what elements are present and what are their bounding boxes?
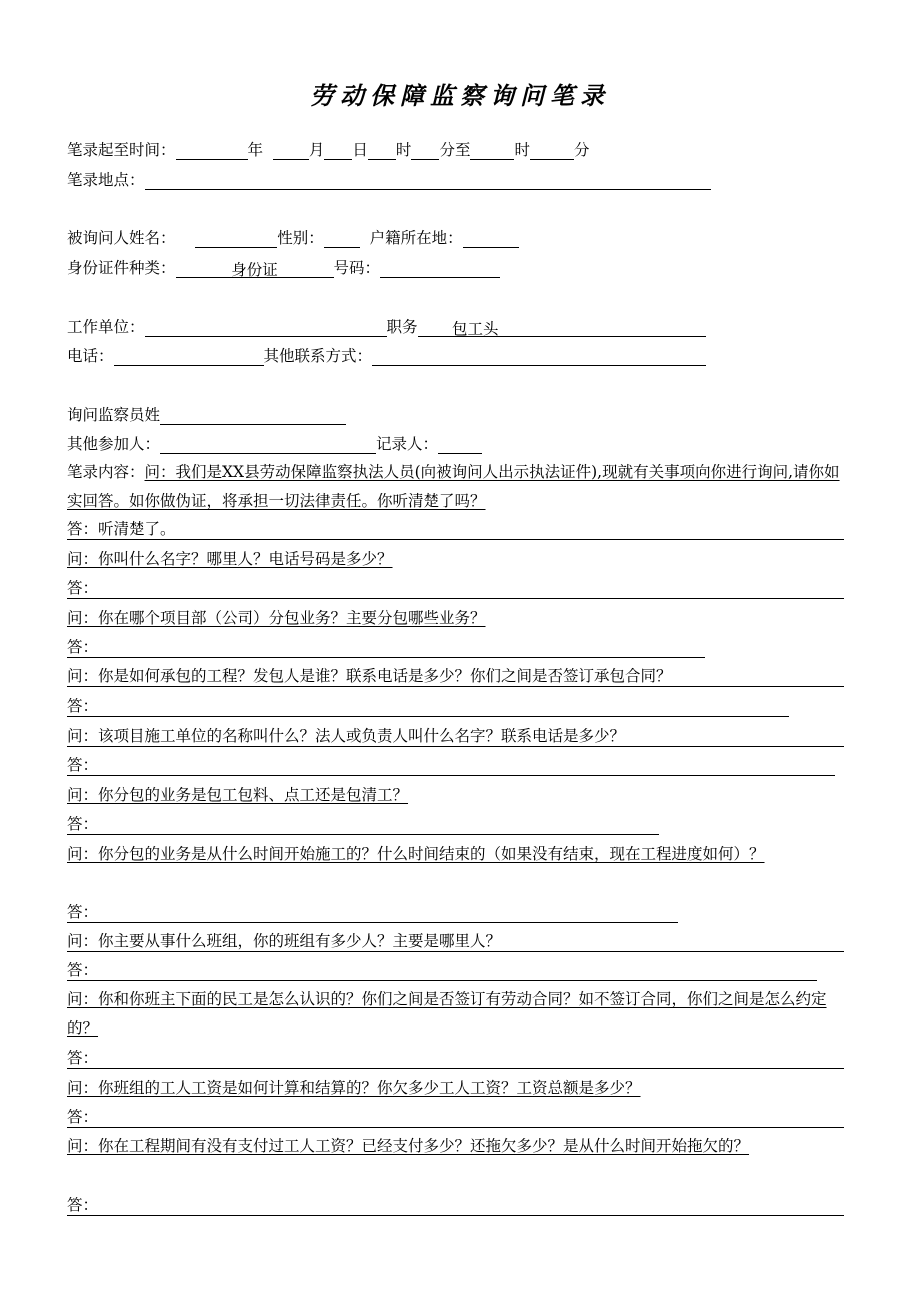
question-4: 问：该项目施工单位的名称叫什么？法人或负责人叫什么名字？联系电话是多少？ (67, 727, 626, 745)
other-contact-field[interactable] (372, 348, 706, 366)
answer-4-line[interactable] (67, 755, 835, 776)
answer-5-line[interactable] (67, 814, 659, 835)
question-4-line (67, 726, 844, 747)
id-number-field[interactable] (380, 260, 500, 278)
participants-row (67, 434, 482, 454)
hour-start-field[interactable] (368, 142, 396, 160)
question-8: 问：你和你班主下面的民工是怎么认识的？你们之间是否签订有劳动合同？如不签订合同，你们之间是怎么约定的？ (67, 990, 827, 1037)
question-10-block (67, 1132, 847, 1161)
position-value: 包工头 (452, 320, 499, 338)
inspector-row (67, 405, 346, 425)
record-place-label: 笔录地点： (67, 171, 145, 189)
hour-start-label: 时 (395, 141, 412, 159)
answer-7-line[interactable] (67, 960, 817, 981)
id-type-value: 身份证 (231, 261, 278, 279)
answer-label: 答： (67, 1108, 99, 1126)
position-label: 职务 (386, 318, 418, 336)
id-number-label: 号码： (333, 259, 381, 277)
answer-10-line[interactable] (67, 1195, 844, 1216)
domicile-field[interactable] (463, 230, 519, 248)
question-3-line (67, 666, 844, 687)
work-unit-label: 工作单位： (67, 318, 145, 336)
month-field[interactable] (273, 142, 309, 160)
minute-start-label: 分至 (439, 141, 471, 159)
answer-label: 答： (67, 1049, 99, 1067)
work-unit-row (67, 317, 706, 337)
phone-field[interactable] (114, 348, 264, 366)
question-7-line (67, 931, 844, 952)
question-7: 问：你主要从事什么班组，你的班组有多少人？主要是哪里人？ (67, 932, 502, 950)
record-place-field[interactable] (145, 172, 711, 190)
answer-label: 答： (67, 697, 99, 715)
other-contact-label: 其他联系方式： (263, 347, 373, 365)
recorder-field[interactable] (438, 436, 482, 454)
answer-label: 答： (67, 1196, 99, 1214)
position-field[interactable] (418, 319, 706, 337)
intro-answer: 答：听清楚了。 (67, 520, 176, 538)
inspector-field[interactable] (160, 407, 346, 425)
question-10: 问：你在工程期间有没有支付过工人工资？已经支付多少？还拖欠多少？是从什么时间开始拖欠的？ (67, 1137, 750, 1155)
inspector-label: 询问监察员姓 (67, 406, 161, 424)
record-time-row (67, 140, 589, 160)
answer-9-line[interactable] (67, 1107, 844, 1128)
minute-end-label: 分 (573, 141, 590, 159)
person-name-row (67, 228, 519, 248)
hour-end-label: 时 (514, 141, 530, 159)
gender-field[interactable] (324, 230, 360, 248)
record-place-row (67, 170, 711, 190)
work-unit-field[interactable] (145, 319, 387, 337)
minute-end-field[interactable] (530, 142, 574, 160)
answer-label: 答： (67, 815, 99, 833)
year-field[interactable] (176, 142, 248, 160)
question-8-block (67, 985, 847, 1043)
record-time-label: 笔录起至时间： (67, 141, 176, 159)
id-type-field[interactable] (176, 260, 334, 278)
phone-row (67, 346, 706, 366)
answer-label: 答： (67, 903, 99, 921)
person-name-field[interactable] (195, 230, 277, 248)
question-3: 问：你是如何承包的工程？发包人是谁？联系电话是多少？你们之间是否签订承包合同？ (67, 667, 672, 685)
answer-label: 答： (67, 756, 99, 774)
answer-8-line[interactable] (67, 1048, 844, 1069)
answer-label: 答： (67, 579, 99, 597)
answer-3-line[interactable] (67, 696, 789, 717)
minute-start-field[interactable] (411, 142, 439, 160)
question-6: 问：你分包的业务是从什么时间开始施工的？什么时间结束的（如果没有结束，现在工程进度如何）？ (67, 845, 765, 863)
month-label: 月 (308, 141, 325, 159)
answer-6-line[interactable] (67, 902, 678, 923)
gender-label: 性别： (277, 229, 324, 247)
answer-1-line[interactable] (67, 578, 844, 599)
id-row (67, 258, 500, 278)
answer-label: 答： (67, 961, 99, 979)
question-2: 问：你在哪个项目部（公司）分包业务？主要分包哪些业务？ (67, 609, 486, 627)
participants-field[interactable] (160, 436, 376, 454)
content-intro (67, 458, 844, 516)
participants-label: 其他参加人： (67, 435, 161, 453)
answer-label: 答： (67, 638, 99, 656)
day-field[interactable] (324, 142, 352, 160)
intro-question: 问：我们是XX县劳动保障监察执法人员(向被询问人出示执法证件),现就有关事项向你进行询问,请你如实回答。如你做伪证，将承担一切法律责任。你听清楚了吗？ (67, 463, 840, 510)
page-title: 劳动保障监察询问笔录 (310, 82, 610, 110)
id-type-label: 身份证件种类： (67, 259, 176, 277)
hour-end-field[interactable] (470, 142, 514, 160)
domicile-label: 户籍所在地： (369, 229, 463, 247)
year-label: 年 (247, 141, 264, 159)
question-1: 问：你叫什么名字？哪里人？电话号码是多少？ (67, 550, 393, 568)
phone-label: 电话： (67, 347, 114, 365)
person-name-label: 被询问人姓名： (67, 229, 176, 247)
day-label: 日 (352, 141, 368, 159)
intro-answer-line[interactable] (67, 519, 844, 540)
content-label: 笔录内容： (67, 463, 145, 481)
question-9: 问：你班组的工人工资是如何计算和结算的？你欠多少工人工资？工资总额是多少？ (67, 1079, 641, 1097)
question-6-block (67, 840, 847, 869)
recorder-label: 记录人： (376, 435, 439, 453)
question-5: 问：你分包的业务是包工包料、点工还是包清工？ (67, 786, 409, 804)
answer-2-line[interactable] (67, 637, 705, 658)
